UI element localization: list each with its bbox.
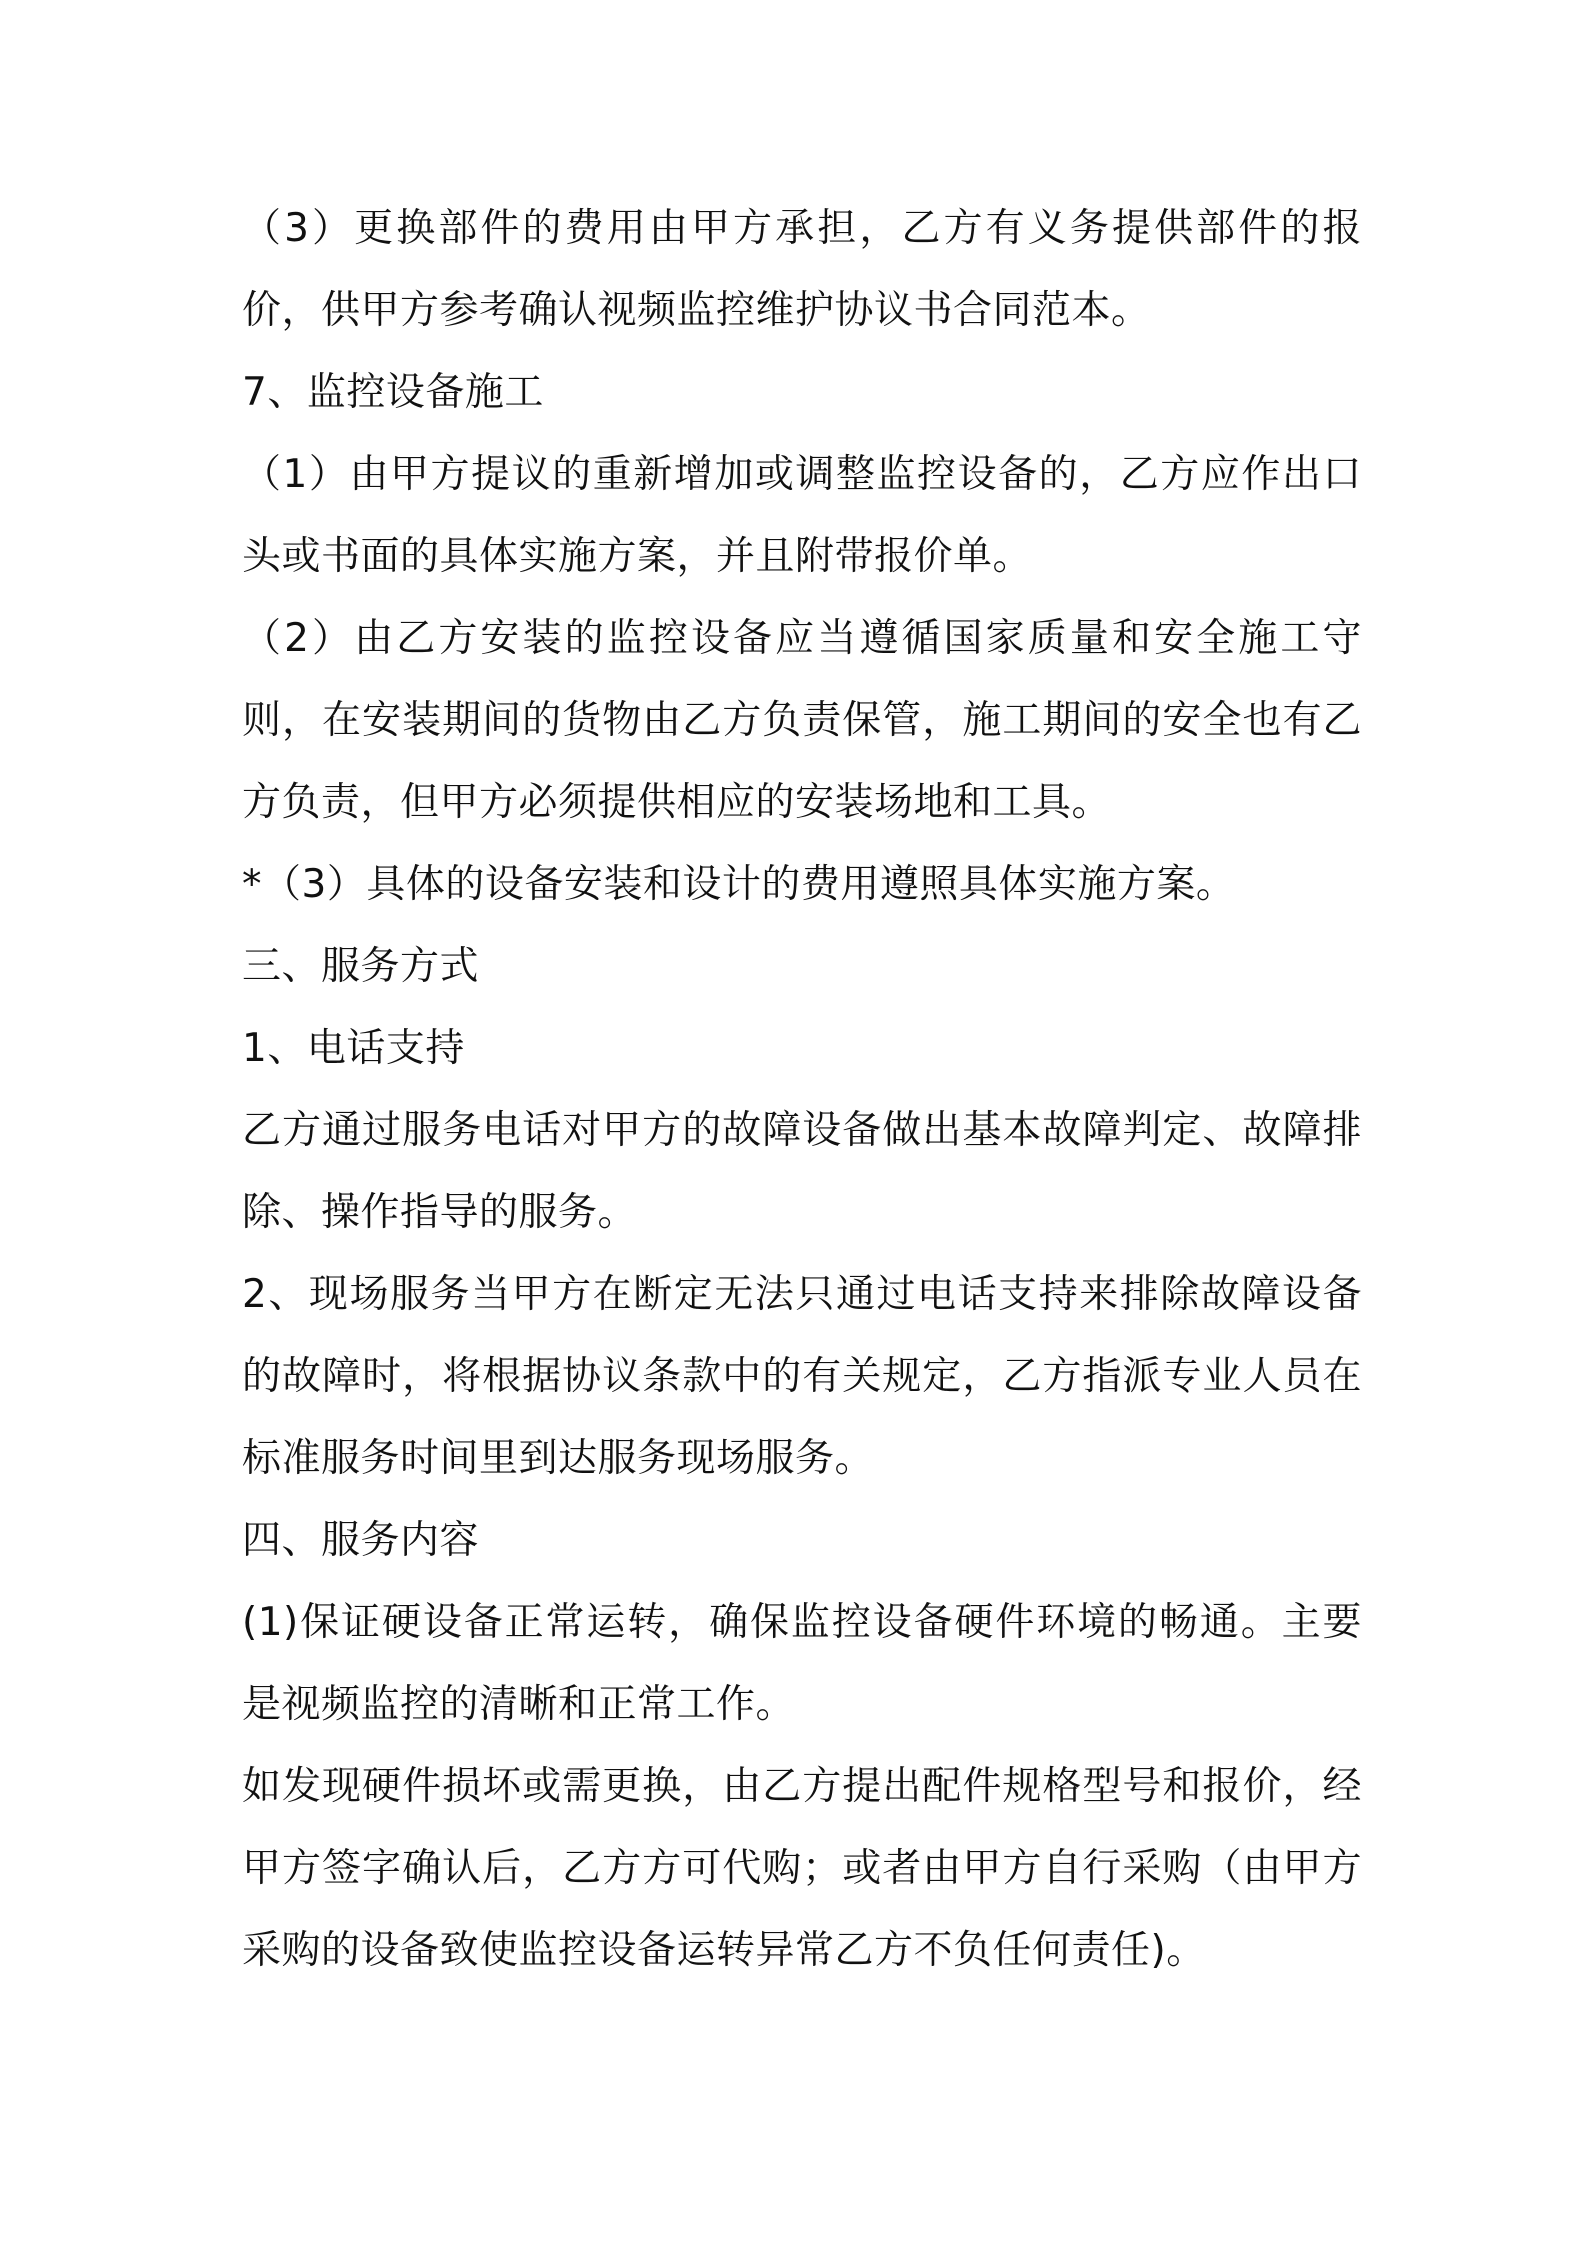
paragraph-installation-cost: *（3）具体的设备安装和设计的费用遵照具体实施方案。 (242, 862, 1236, 907)
document-body (242, 188, 1362, 1992)
heading-service-content: 四、服务内容 (242, 1518, 480, 1563)
paragraph-hardware-operation: (1)保证硬设备正常运转，确保监控设备硬件环境的畅通。主要是视频监控的清晰和正常工作。 (242, 1600, 1362, 1727)
heading-service-method: 三、服务方式 (242, 944, 480, 989)
paragraph-replacement-cost: （3）更换部件的费用由甲方承担，乙方有义务提供部件的报价，供甲方参考确认视频监控维护协议书合同范本。 (242, 206, 1362, 333)
paragraph-hardware-replacement: 如发现硬件损坏或需更换，由乙方提出配件规格型号和报价，经甲方签字确认后，乙方方可代购；或者由甲方自行采购（由甲方采购的设备致使监控设备运转异常乙方不负任何责任)。 (242, 1764, 1362, 1973)
paragraph-installation-rules: （2）由乙方安装的监控设备应当遵循国家质量和安全施工守则，在安装期间的货物由乙方负责保管，施工期间的安全也有乙方负责，但甲方必须提供相应的安装场地和工具。 (242, 616, 1362, 825)
paragraph-proposal-adjustment: （1）由甲方提议的重新增加或调整监控设备的，乙方应作出口头或书面的具体实施方案，并且附带报价单。 (242, 452, 1362, 579)
heading-equipment-construction: 7、监控设备施工 (242, 370, 544, 415)
paragraph-phone-support: 乙方通过服务电话对甲方的故障设备做出基本故障判定、故障排除、操作指导的服务。 (242, 1108, 1362, 1235)
heading-phone-support: 1、电话支持 (242, 1026, 465, 1071)
paragraph-onsite-service: 2、现场服务当甲方在断定无法只通过电话支持来排除故障设备的故障时，将根据协议条款中的有关规定，乙方指派专业人员在标准服务时间里到达服务现场服务。 (242, 1272, 1362, 1481)
